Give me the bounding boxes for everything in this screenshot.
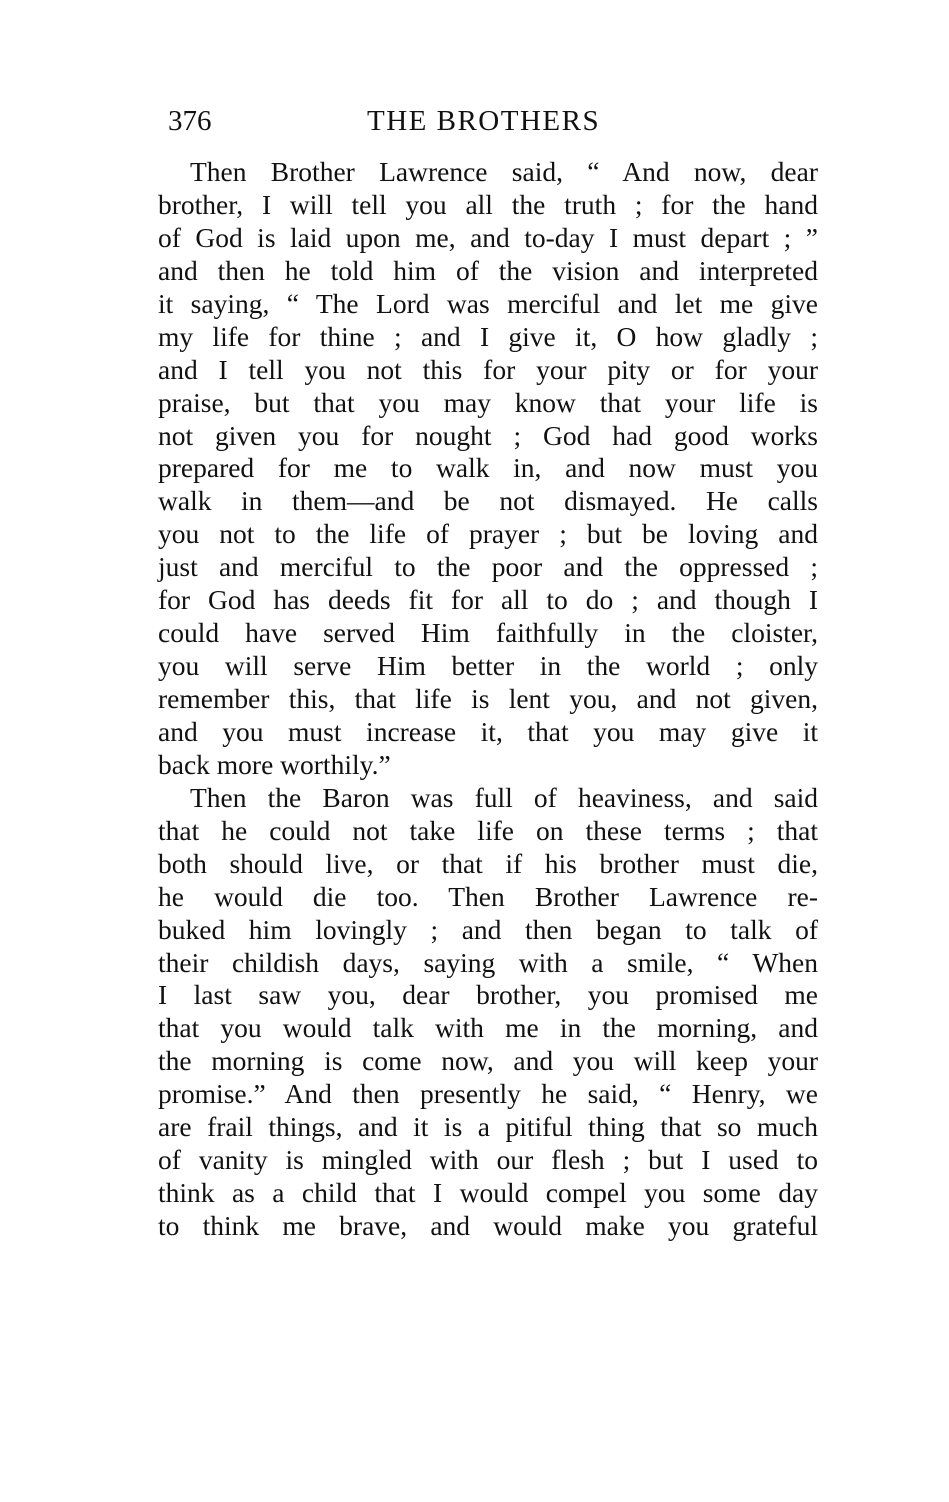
text-line: are frail things, and it is a pitiful thing that so much xyxy=(158,1111,818,1143)
text-line: think as a child that I would compel you some day xyxy=(158,1177,818,1209)
text-line: he would die too. Then Brother Lawrence re- xyxy=(158,880,818,912)
running-head: THE BROTHERS xyxy=(367,105,601,137)
text-line: of vanity is mingled with our flesh ; but I used to xyxy=(158,1144,818,1176)
text-line: to think me brave, and would make you grateful xyxy=(158,1210,818,1241)
body-text xyxy=(158,156,818,1243)
text-line: it saying, “ The Lord was merciful and let me give xyxy=(158,287,818,319)
text-line: my life for thine ; and I give it, O how gladly ; xyxy=(158,320,818,352)
text-line: not given you for nought ; God had good works xyxy=(158,419,818,451)
text-line: prepared for me to walk in, and now must you xyxy=(158,452,818,484)
text-line: could have served Him faithfully in the cloister, xyxy=(158,617,818,649)
text-line: buked him lovingly ; and then began to talk of xyxy=(158,913,818,945)
text-line: that you would talk with me in the morning, and xyxy=(158,1012,818,1044)
text-line: both should live, or that if his brother must die, xyxy=(158,847,818,879)
text-line: Then Brother Lawrence said, “ And now, dear xyxy=(190,156,818,187)
text-line: and then he told him of the vision and interpreted xyxy=(158,254,818,286)
text-line: just and merciful to the poor and the oppressed ; xyxy=(158,551,818,583)
text-line: you will serve Him better in the world ; only xyxy=(158,650,818,682)
text-line: back more worthily.” xyxy=(158,748,391,780)
text-line: Then the Baron was full of heaviness, and said xyxy=(190,781,818,813)
page-number: 376 xyxy=(168,105,212,137)
text-line: walk in them—and be not dismayed. He calls xyxy=(158,485,818,517)
text-line: the morning is come now, and you will keep your xyxy=(158,1045,818,1077)
text-line: praise, but that you may know that your life is xyxy=(158,386,818,418)
text-line: and you must increase it, that you may give it xyxy=(158,715,818,747)
text-line: of God is laid upon me, and to-day I must depart ; ” xyxy=(158,221,818,253)
text-line: for God has deeds fit for all to do ; and though I xyxy=(158,584,818,616)
page-header xyxy=(168,100,818,142)
text-line: and I tell you not this for your pity or for your xyxy=(158,353,818,385)
text-line: their childish days, saying with a smile, “ When xyxy=(158,946,818,978)
text-line: brother, I will tell you all the truth ; for the hand xyxy=(158,188,818,220)
text-line: you not to the life of prayer ; but be loving and xyxy=(158,518,818,550)
text-line: remember this, that life is lent you, and not given, xyxy=(158,683,818,714)
text-line: I last saw you, dear brother, you promised me xyxy=(158,979,818,1011)
text-line: that he could not take life on these terms ; that xyxy=(158,814,818,846)
text-line: promise.” And then presently he said, “ Henry, we xyxy=(158,1078,818,1110)
